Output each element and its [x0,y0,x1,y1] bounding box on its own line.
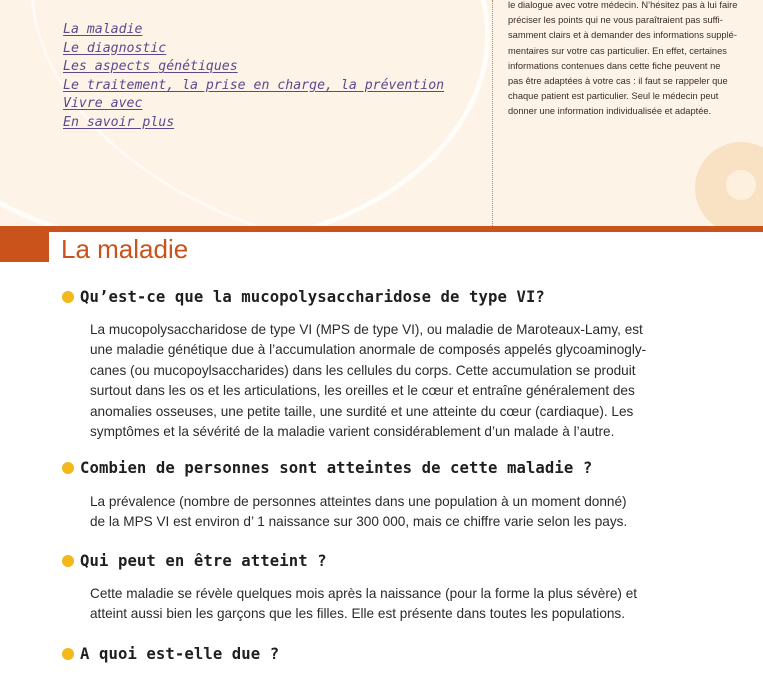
bullet-dot-icon [62,648,74,660]
paragraph-line: surtout dans les os et les articulations, les oreilles et le cœur et entraîne généralement des [90,383,635,399]
toc-item [63,39,444,58]
question-text: Combien de personnes sont atteintes de cette maladie ? [80,459,593,477]
paragraph-line: symptômes et la sévérité de la maladie varient considérablement d’un malade à l’autre. [90,424,615,440]
toc-link-maladie[interactable]: La maladie [63,22,143,37]
answer-paragraph [90,492,680,533]
notice-line: préciser les points qui ne vous paraîtraient pas suffi- [508,15,723,26]
toc-item [63,113,444,132]
paragraph-line: Cette maladie se révèle quelques mois après la naissance (pour la forme la plus sévère) et [90,586,638,601]
toc-item [63,20,444,39]
answer-paragraph [90,320,680,442]
section-marker [0,226,49,262]
toc-link-traitement[interactable]: Le traitement, la prise en charge, la prévention [63,77,445,93]
toc-link-aspects-genetiques[interactable]: Les aspects génétiques [63,59,238,75]
paragraph-line: anomalies osseuses, une petite taille, une surdité et une atteinte du cœur (cardiaque). Les [90,403,634,419]
notice-line: chaque patient est particulier. Seul le médecin peut [508,91,719,102]
dotted-divider [492,0,493,226]
section-title: La maladie [61,234,189,264]
header-band [0,0,763,226]
paragraph-line: La prévalence (nombre de personnes atteintes dans une population à un moment donné) [90,494,627,509]
paragraph-line: une maladie génétique due à l’accumulation anormale de composés appelés glycoaminogly- [90,342,647,358]
bullet-dot-icon [62,555,74,567]
question-text: Qu’est-ce que la mucopolysaccharidose de type VI? [80,288,545,306]
paragraph-line: canes (ou mucopoylsaccharides) dans les cellules du corps. Cette accumulation se produit [90,362,636,378]
question-heading [62,645,279,663]
bullet-dot-icon [62,462,74,474]
notice-line: donner une information individualisée et adaptée. [508,106,712,117]
paragraph-line: atteint aussi bien les garçons que les filles. Elle est présente dans toutes les populations. [90,606,626,622]
toc-link-diagnostic[interactable]: Le diagnostic [63,40,167,56]
answer-paragraph [90,584,680,625]
notice-line: informations contenues dans cette fiche peuvent ne [508,60,721,71]
notice-line: pas être adaptées à votre cas : il faut se rappeler que [508,76,728,87]
table-of-contents [63,20,444,132]
question-heading [62,459,592,477]
question-heading [62,552,327,570]
paragraph-line: de la MPS VI est environ d’ 1 naissance sur 300 000, mais ce chiffre varie selon les pays. [90,514,628,530]
paragraph-line: La mucopolysaccharidose de type VI (MPS de type VI), ou maladie de Maroteaux-Lamy, est [90,322,643,337]
section-rule [0,226,763,232]
question-text: A quoi est-elle due ? [80,645,280,663]
toc-link-en-savoir-plus[interactable]: En savoir plus [63,114,175,130]
notice-line: samment clairs et à demander des informations supplé- [508,30,737,41]
toc-item [63,94,444,113]
question-heading [62,288,545,306]
decorative-circle [726,170,756,200]
toc-link-vivre-avec[interactable]: Vivre avec [63,96,143,112]
notice-text [508,0,744,120]
question-text: Qui peut en être atteint ? [80,552,327,570]
bullet-dot-icon [62,291,74,303]
notice-line: mentaires sur votre cas particulier. En effet, certaines [508,45,727,56]
toc-item [63,76,444,95]
notice-line: le dialogue avec votre médecin. N’hésitez pas à lui faire [508,0,738,10]
toc-item [63,57,444,76]
